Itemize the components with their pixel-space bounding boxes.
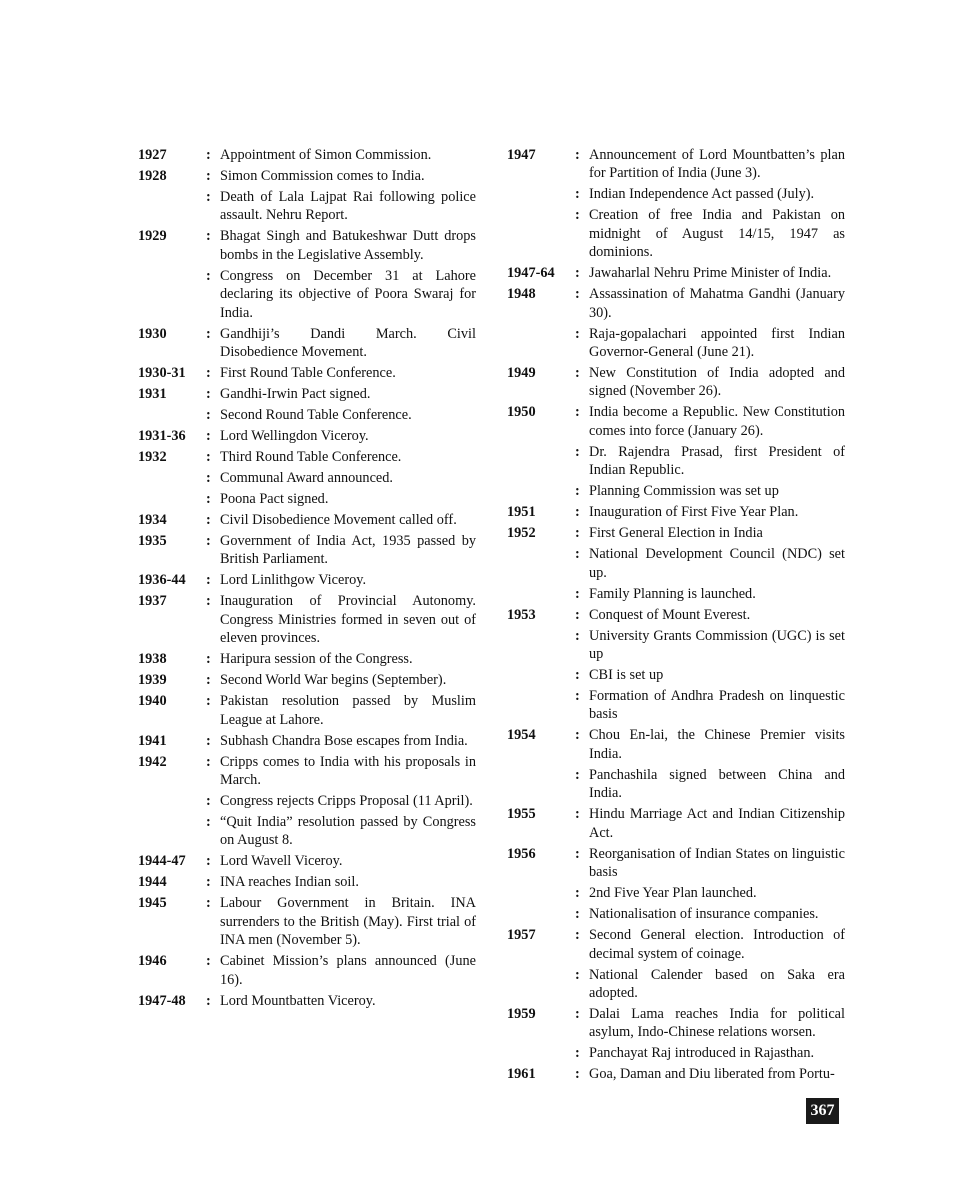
timeline-entry — [138, 490, 476, 508]
timeline-left-column — [138, 146, 476, 1013]
timeline-entry — [138, 146, 476, 164]
entry-separator: : — [206, 693, 211, 710]
entry-separator: : — [575, 1005, 580, 1022]
entry-text: “Quit India” resolution passed by Congress on August 8. — [220, 814, 476, 849]
entry-separator: : — [575, 525, 580, 542]
entry-year: 1935 — [138, 533, 167, 550]
timeline-entry — [138, 792, 476, 810]
entry-text: Pakistan resolution passed by Muslim League at Lahore. — [220, 693, 476, 728]
entry-text: India become a Republic. New Constitution comes into force (January 26). — [589, 404, 845, 439]
timeline-entry — [507, 482, 845, 500]
timeline-entry — [507, 264, 845, 282]
entry-text: Second World War begins (September). — [220, 672, 447, 689]
entry-text: Planning Commission was set up — [589, 483, 779, 500]
timeline-entry — [507, 364, 845, 401]
timeline-entry — [138, 511, 476, 529]
entry-text: Inauguration of Provincial Autonomy. Congress Ministries formed in seven out of eleven provinces. — [220, 593, 476, 647]
timeline-entry — [138, 753, 476, 790]
entry-separator: : — [575, 927, 580, 944]
entry-text: Labour Government in Britain. INA surrenders to the British (May). First trial of INA men (November 5). — [220, 895, 476, 949]
entry-separator: : — [206, 267, 211, 284]
entry-year: 1937 — [138, 593, 167, 610]
entry-text: Indian Independence Act passed (July). — [589, 186, 815, 203]
timeline-entry — [507, 845, 845, 882]
entry-text: Civil Disobedience Movement called off. — [220, 512, 457, 529]
entry-year: 1944-47 — [138, 853, 186, 870]
timeline-entry — [507, 443, 845, 480]
timeline-entry — [507, 1044, 845, 1062]
entry-year: 1942 — [138, 753, 167, 770]
entry-year: 1928 — [138, 168, 167, 184]
entry-year: 1959 — [507, 1005, 536, 1022]
entry-year: 1932 — [138, 449, 167, 466]
entry-year: 1944 — [138, 874, 167, 891]
entry-year: 1955 — [507, 806, 536, 823]
entry-separator: : — [206, 651, 211, 668]
entry-year: 1952 — [507, 525, 536, 542]
entry-year: 1954 — [507, 727, 536, 744]
entry-separator: : — [206, 189, 211, 205]
entry-separator: : — [575, 1066, 580, 1083]
entry-text: Third Round Table Conference. — [220, 449, 402, 466]
entry-year: 1940 — [138, 693, 167, 710]
page-number: 367 — [806, 1098, 839, 1124]
timeline-entry — [507, 805, 845, 842]
entry-year: 1953 — [507, 606, 536, 623]
entry-separator: : — [575, 483, 580, 500]
timeline-entry — [507, 524, 845, 542]
entry-text: Congress rejects Cripps Proposal (11 April). — [220, 793, 473, 810]
entry-year: 1949 — [507, 365, 536, 382]
entry-separator: : — [206, 365, 211, 382]
timeline-right-column — [507, 146, 845, 1086]
entry-separator: : — [206, 168, 211, 184]
entry-text: Poona Pact signed. — [220, 491, 329, 508]
timeline-entry — [507, 627, 845, 664]
entry-year: 1946 — [138, 953, 167, 970]
timeline-entry — [138, 671, 476, 689]
timeline-entry — [138, 952, 476, 989]
entry-text: Panchayat Raj introduced in Rajasthan. — [589, 1045, 815, 1062]
entry-year: 1950 — [507, 404, 536, 421]
entry-separator: : — [206, 491, 211, 508]
timeline-entry — [138, 448, 476, 466]
entry-text: Raja-gopalachari appointed first Indian Governor-General (June 21). — [589, 325, 845, 361]
entry-year: 1930 — [138, 325, 167, 342]
timeline-entry — [507, 905, 845, 923]
timeline-entry — [138, 227, 476, 264]
entry-separator: : — [575, 504, 580, 521]
entry-separator: : — [575, 1045, 580, 1062]
entry-text: Haripura session of the Congress. — [220, 651, 413, 668]
entry-separator: : — [206, 228, 211, 245]
entry-year: 1961 — [507, 1066, 536, 1083]
timeline-entry — [138, 406, 476, 424]
entry-separator: : — [575, 667, 580, 684]
entry-text: Dr. Rajendra Prasad, first President of Indian Republic. — [589, 443, 845, 479]
timeline-entry — [507, 687, 845, 724]
timeline-entry — [507, 726, 845, 763]
entry-separator: : — [206, 874, 211, 891]
entry-text: Nationalisation of insurance companies. — [589, 906, 819, 923]
entry-separator: : — [575, 606, 580, 623]
entry-separator: : — [206, 407, 211, 424]
timeline-entry — [138, 992, 476, 1010]
entry-separator: : — [206, 533, 211, 550]
entry-separator: : — [206, 853, 211, 870]
entry-separator: : — [575, 627, 580, 644]
entry-text: Death of Lala Lajpat Rai following police assault. Nehru Report. — [220, 189, 476, 224]
entry-text: Creation of free India and Pakistan on midnight of August 14/15, 1947 as dominions. — [589, 207, 845, 261]
entry-text: Family Planning is launched. — [589, 585, 756, 602]
timeline-entry — [138, 852, 476, 870]
entry-separator: : — [206, 572, 211, 589]
entry-text: Panchashila signed between China and India. — [589, 766, 845, 802]
entry-text: National Calender based on Saka era adopted. — [589, 966, 845, 1001]
entry-year: 1929 — [138, 228, 167, 245]
timeline-entry — [507, 146, 845, 183]
timeline-entry — [507, 884, 845, 902]
entry-separator: : — [575, 885, 580, 902]
entry-year: 1947-48 — [138, 992, 186, 1009]
entry-separator: : — [575, 906, 580, 923]
entry-text: Hindu Marriage Act and Indian Citizenship Act. — [589, 806, 845, 841]
entry-year: 1957 — [507, 927, 536, 944]
entry-text: Gandhiji’s Dandi March. Civil Disobedience Movement. — [220, 325, 476, 361]
timeline-entry — [138, 650, 476, 668]
entry-separator: : — [575, 727, 580, 744]
entry-separator: : — [575, 688, 580, 705]
entry-text: INA reaches Indian soil. — [220, 874, 359, 891]
entry-text: Cabinet Mission’s plans announced (June 16). — [220, 953, 476, 988]
entry-separator: : — [575, 265, 580, 282]
entry-year: 1939 — [138, 672, 167, 689]
entry-text: Jawaharlal Nehru Prime Minister of India. — [589, 265, 832, 282]
entry-separator: : — [575, 585, 580, 602]
entry-separator: : — [206, 895, 211, 912]
entry-separator: : — [206, 593, 211, 610]
entry-text: Second Round Table Conference. — [220, 407, 412, 424]
entry-separator: : — [575, 966, 580, 983]
entry-text: Formation of Andhra Pradesh on linquestic basis — [589, 688, 845, 723]
entry-text: Chou En-lai, the Chinese Premier visits India. — [589, 727, 845, 762]
timeline-entry — [507, 1005, 845, 1042]
entry-separator: : — [575, 147, 580, 163]
entry-text: CBI is set up — [589, 667, 664, 684]
timeline-entry — [138, 732, 476, 750]
entry-separator: : — [575, 365, 580, 382]
timeline-entry — [507, 926, 845, 963]
entry-text: Congress on December 31 at Lahore declaring its objective of Poora Swaraj for India. — [220, 267, 476, 321]
entry-separator: : — [206, 753, 211, 770]
entry-text: Gandhi-Irwin Pact signed. — [220, 386, 371, 403]
entry-year: 1948 — [507, 286, 536, 303]
entry-separator: : — [206, 428, 211, 445]
entry-text: Second General election. Introduction of decimal system of coinage. — [589, 927, 845, 962]
entry-separator: : — [575, 404, 580, 421]
entry-separator: : — [575, 286, 580, 303]
timeline-entry — [138, 167, 476, 185]
entry-text: Reorganisation of Indian States on linguistic basis — [589, 845, 845, 881]
entry-separator: : — [206, 732, 211, 749]
entry-year: 1936-44 — [138, 572, 186, 589]
entry-separator: : — [575, 207, 580, 224]
entry-text: Communal Award announced. — [220, 470, 393, 487]
entry-separator: : — [575, 845, 580, 862]
timeline-entry — [138, 469, 476, 487]
timeline-entry — [507, 966, 845, 1003]
entry-text: University Grants Commission (UGC) is set up — [589, 627, 845, 663]
entry-text: Lord Mountbatten Viceroy. — [220, 992, 376, 1009]
timeline-entry — [138, 813, 476, 850]
timeline-entry — [507, 503, 845, 521]
entry-text: New Constitution of India adopted and signed (November 26). — [589, 365, 845, 400]
timeline-entry — [138, 325, 476, 362]
timeline-entry — [507, 666, 845, 684]
timeline-entry — [138, 364, 476, 382]
timeline-entry — [138, 873, 476, 891]
entry-text: Bhagat Singh and Batukeshwar Dutt drops bombs in the Legislative Assembly. — [220, 228, 476, 263]
entry-text: Conquest of Mount Everest. — [589, 606, 751, 623]
entry-separator: : — [206, 470, 211, 487]
timeline-entry — [507, 545, 845, 582]
entry-year: 1947 — [507, 147, 536, 163]
entry-separator: : — [206, 992, 211, 1009]
entry-separator: : — [575, 186, 580, 203]
entry-text: Announcement of Lord Mountbatten’s plan for Partition of India (June 3). — [589, 147, 845, 182]
entry-text: National Development Council (NDC) set up. — [589, 546, 845, 581]
entry-separator: : — [206, 672, 211, 689]
entry-text: Lord Wavell Viceroy. — [220, 853, 343, 870]
entry-separator: : — [575, 443, 580, 460]
entry-text: Dalai Lama reaches India for political asylum, Indo-Chinese relations worsen. — [589, 1005, 845, 1041]
timeline-entry — [507, 403, 845, 440]
entry-text: Cripps comes to India with his proposals in March. — [220, 753, 476, 789]
entry-separator: : — [206, 147, 211, 163]
timeline-entry — [507, 585, 845, 603]
entry-year: 1945 — [138, 895, 167, 912]
entry-text: Government of India Act, 1935 passed by British Parliament. — [220, 533, 476, 568]
entry-separator: : — [206, 449, 211, 466]
timeline-entry — [138, 692, 476, 729]
timeline-entry — [507, 325, 845, 362]
timeline-entry — [138, 385, 476, 403]
timeline-entry — [138, 427, 476, 445]
timeline-entry — [507, 285, 845, 322]
entry-text: Appointment of Simon Commission. — [220, 147, 432, 163]
entry-separator: : — [206, 512, 211, 529]
entry-year: 1941 — [138, 732, 167, 749]
timeline-entry — [507, 185, 845, 203]
timeline-entry — [138, 894, 476, 949]
timeline-entry — [138, 267, 476, 322]
timeline-entry — [138, 571, 476, 589]
timeline-entry — [507, 206, 845, 261]
timeline-entry — [507, 766, 845, 803]
entry-text: Subhash Chandra Bose escapes from India. — [220, 732, 468, 749]
entry-separator: : — [206, 793, 211, 810]
timeline-entry — [507, 1065, 845, 1083]
entry-separator: : — [575, 325, 580, 342]
entry-separator: : — [206, 386, 211, 403]
entry-text: First General Election in India — [589, 525, 763, 542]
entry-year: 1927 — [138, 147, 167, 163]
entry-year: 1931 — [138, 386, 167, 403]
entry-text: Goa, Daman and Diu liberated from Portu- — [589, 1066, 835, 1083]
entry-year: 1930-31 — [138, 365, 186, 382]
entry-year: 1934 — [138, 512, 167, 529]
entry-separator: : — [575, 766, 580, 783]
entry-separator: : — [575, 546, 580, 563]
entry-year: 1947-64 — [507, 265, 555, 282]
entry-separator: : — [206, 814, 211, 831]
entry-separator: : — [575, 806, 580, 823]
timeline-entry — [138, 188, 476, 225]
entry-year: 1938 — [138, 651, 167, 668]
entry-year: 1956 — [507, 845, 536, 862]
timeline-entry — [138, 532, 476, 569]
entry-separator: : — [206, 325, 211, 342]
timeline-entry — [507, 606, 845, 624]
entry-text: Lord Linlithgow Viceroy. — [220, 572, 367, 589]
entry-text: Inauguration of First Five Year Plan. — [589, 504, 799, 521]
entry-year: 1951 — [507, 504, 536, 521]
timeline-entry — [138, 592, 476, 647]
entry-text: First Round Table Conference. — [220, 365, 396, 382]
entry-text: Simon Commission comes to India. — [220, 168, 425, 184]
entry-text: Assassination of Mahatma Gandhi (January 30). — [589, 286, 845, 321]
entry-text: Lord Wellingdon Viceroy. — [220, 428, 369, 445]
entry-text: 2nd Five Year Plan launched. — [589, 885, 757, 902]
entry-separator: : — [206, 953, 211, 970]
entry-year: 1931-36 — [138, 428, 186, 445]
